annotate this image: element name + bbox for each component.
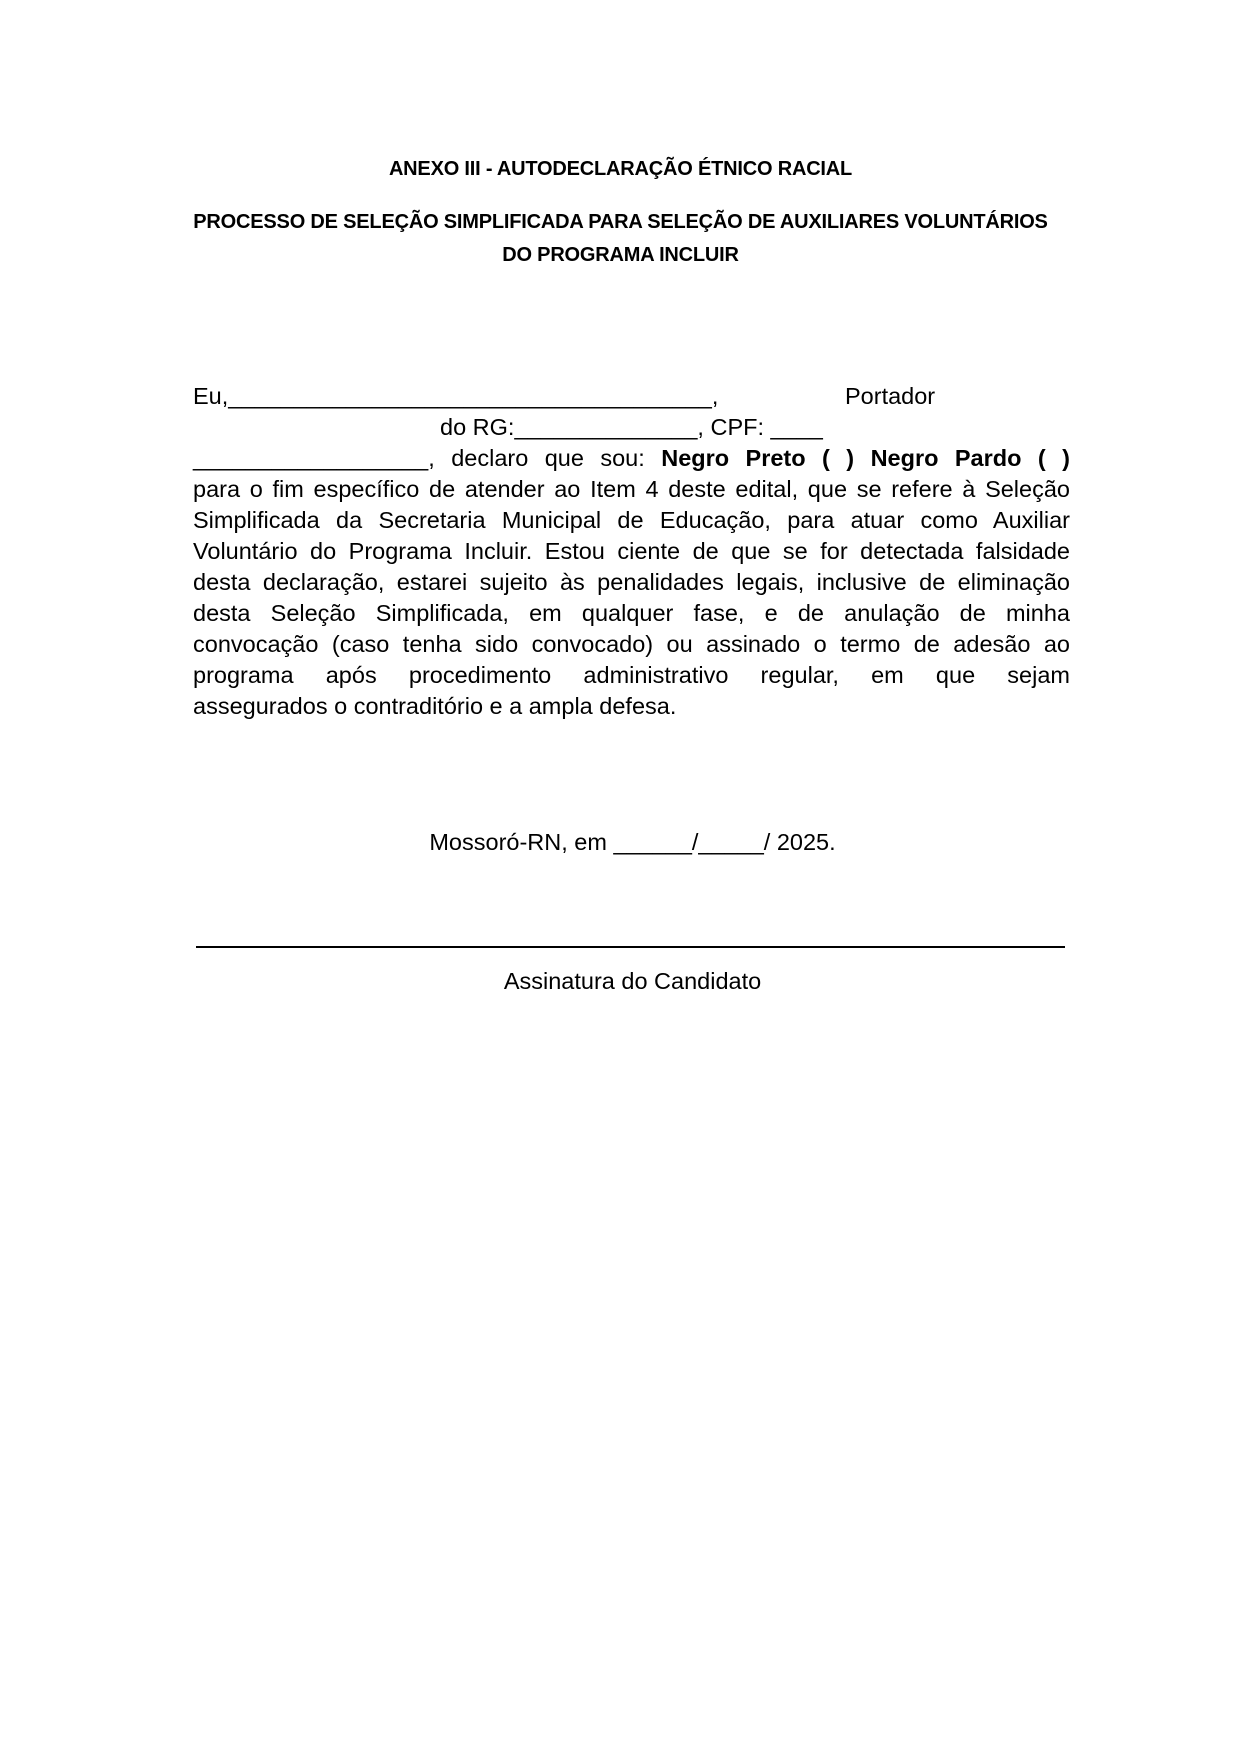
signature-label: Assinatura do Candidato [503,968,762,994]
declaration-options-line [193,443,1070,474]
paragraph-line-5: desta Seleção Simplificada, em qualquer fase, e de anulação de minha [193,600,1070,626]
option-negro-preto: Negro Preto ( ) [661,445,855,471]
name-line [193,381,1070,412]
paragraph-last-line: assegurados o contraditório e a ampla defesa. [193,693,677,719]
date-line: Mossoró-RN, em ______/_____/ 2025. [429,829,836,855]
name-field-label: Eu,_____________________________________, [193,383,719,409]
paragraph-line-6: convocação (caso tenha sido convocado) ou assinado o termo de adesão ao [193,631,1070,657]
option-negro-pardo: Negro Pardo ( ) [870,445,1070,471]
process-title [160,206,1081,272]
annex-title: ANEXO III - AUTODECLARAÇÃO ÉTNICO RACIAL [388,158,853,180]
process-title-line-2: DO PROGRAMA INCLUIR [502,244,739,266]
portador-label: Portador [845,383,936,409]
paragraph-line-7: programa após procedimento administrativo regular, em que sejam [193,662,1070,688]
signature-line [196,946,1065,948]
rg-cpf-line: do RG:______________, CPF: ____ [440,414,823,440]
declaration-start: __________________, declaro que sou: [193,445,645,471]
paragraph-line-4: desta declaração, estarei sujeito às penalidades legais, inclusive de eliminação [193,569,1070,595]
process-title-line-1: PROCESSO DE SELEÇÃO SIMPLIFICADA PARA SELEÇÃO DE AUXILIARES VOLUNTÁRIOS [193,211,1048,233]
paragraph-line-1: para o fim específico de atender ao Item 4 deste edital, que se refere à Seleção [193,476,1070,502]
paragraph-line-3: Voluntário do Programa Incluir. Estou ciente de que se for detectada falsidade [193,538,1070,564]
paragraph-line-2: Simplificada da Secretaria Municipal de Educação, para atuar como Auxiliar [193,507,1070,533]
